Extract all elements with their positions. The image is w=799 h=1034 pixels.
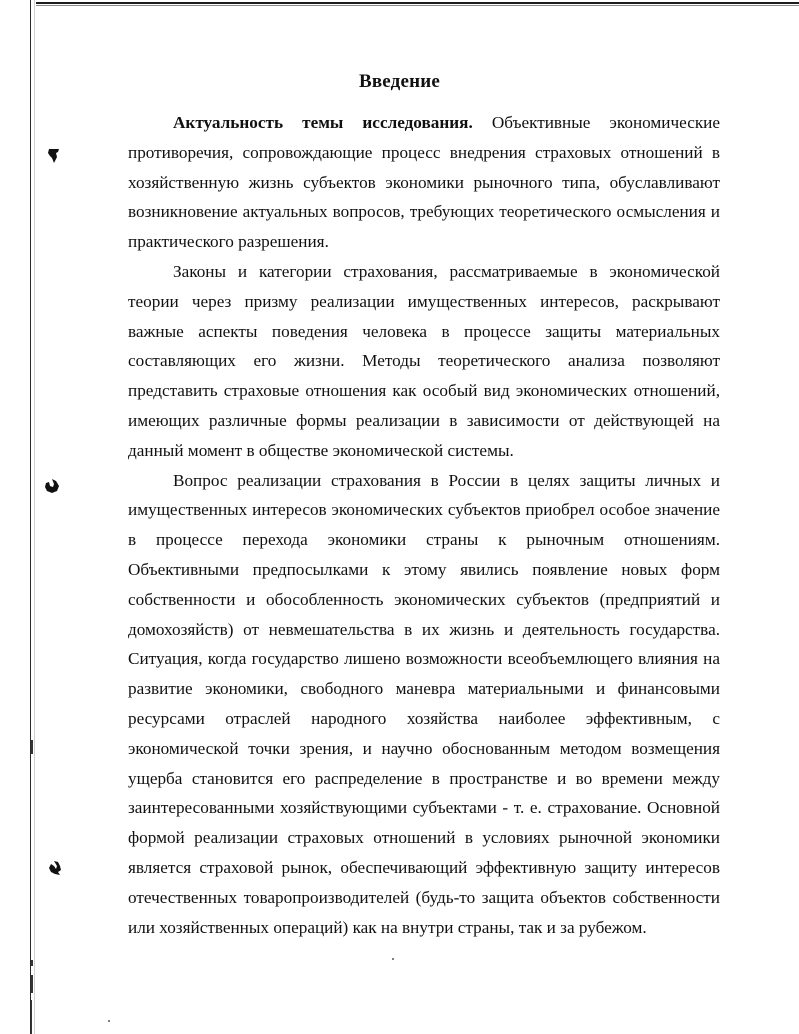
scan-edge-mark [31,975,33,993]
scan-speck [392,958,394,960]
paragraph-relevance [128,108,720,257]
paragraph-text: Законы и категории страхования, рассматриваемые в экономической теории через призму реализации имущественных интересов, раскрывают важные аспекты поведения человека в процессе защиты материальных составляющих его жизни. Методы теоретического анализа позволяют представить страховые отношения как особый вид экономических отношений, имеющих различные формы реализации в зависимости от действующей на данный момент в обществе экономической системы. [128,261,720,460]
punch-hole-mark-icon [47,148,61,164]
paragraph-text: Вопрос реализации страхования в России в целях защиты личных и имущественных интересов экономических субъектов приобрел особое значение в процессе перехода экономики страны к рыночным отношениям. Объективными предпосылками к этому явились появление новых форм собственности и обособленность экономических субъектов (предприятий и домохозяйств) от невмешательства в их жизнь и деятельность государства. Ситуация, когда государство лишено возможности всеобъемлющего влияния на развитие экономики, свободного маневра материальными и финансовыми ресурсами отраслей народного хозяйства наиболее эффективным, с экономической точки зрения, и научно обоснованным методом возмещения ущерба становится его распределение в пространстве и во времени между заинтересованными хозяйствующими субъектами - т. е. страхование. Основной формой реализации страховых отношений в условиях рыночной экономики является страховой рынок, обеспечивающий эффективную защиту интересов отечественных товаропроизводителей (будь-то защита объектов собственности или хозяйственных операций) как на внутри страны, так и за рубежом. [128,470,720,937]
punch-hole-mark-icon [48,860,62,876]
scan-edge-mark [31,1000,32,1034]
punch-hole-mark-icon [44,478,58,494]
scan-left-edge [30,0,31,1034]
scan-left-edge-shadow [34,0,35,1034]
paragraph-text: Объективные экономические противоречия, сопровождающие процесс внедрения страховых отношений в хозяйственную жизнь субъектов экономики рыночного типа, обуславливают возникновение актуальных вопросов, требующих теоретического осмысления и практического разрешения. [128,113,721,252]
scan-top-border [36,2,799,4]
scan-top-border-shadow [36,5,799,6]
scan-edge-mark [31,740,33,754]
scan-speck [108,1020,110,1022]
scan-edge-mark [31,960,33,966]
page-title: Введение [358,71,441,92]
section-lead-heading: Актуальность темы исследования. [173,113,473,132]
paragraph-russia [128,466,720,943]
paragraph-laws [128,257,720,466]
body-text [128,108,720,942]
